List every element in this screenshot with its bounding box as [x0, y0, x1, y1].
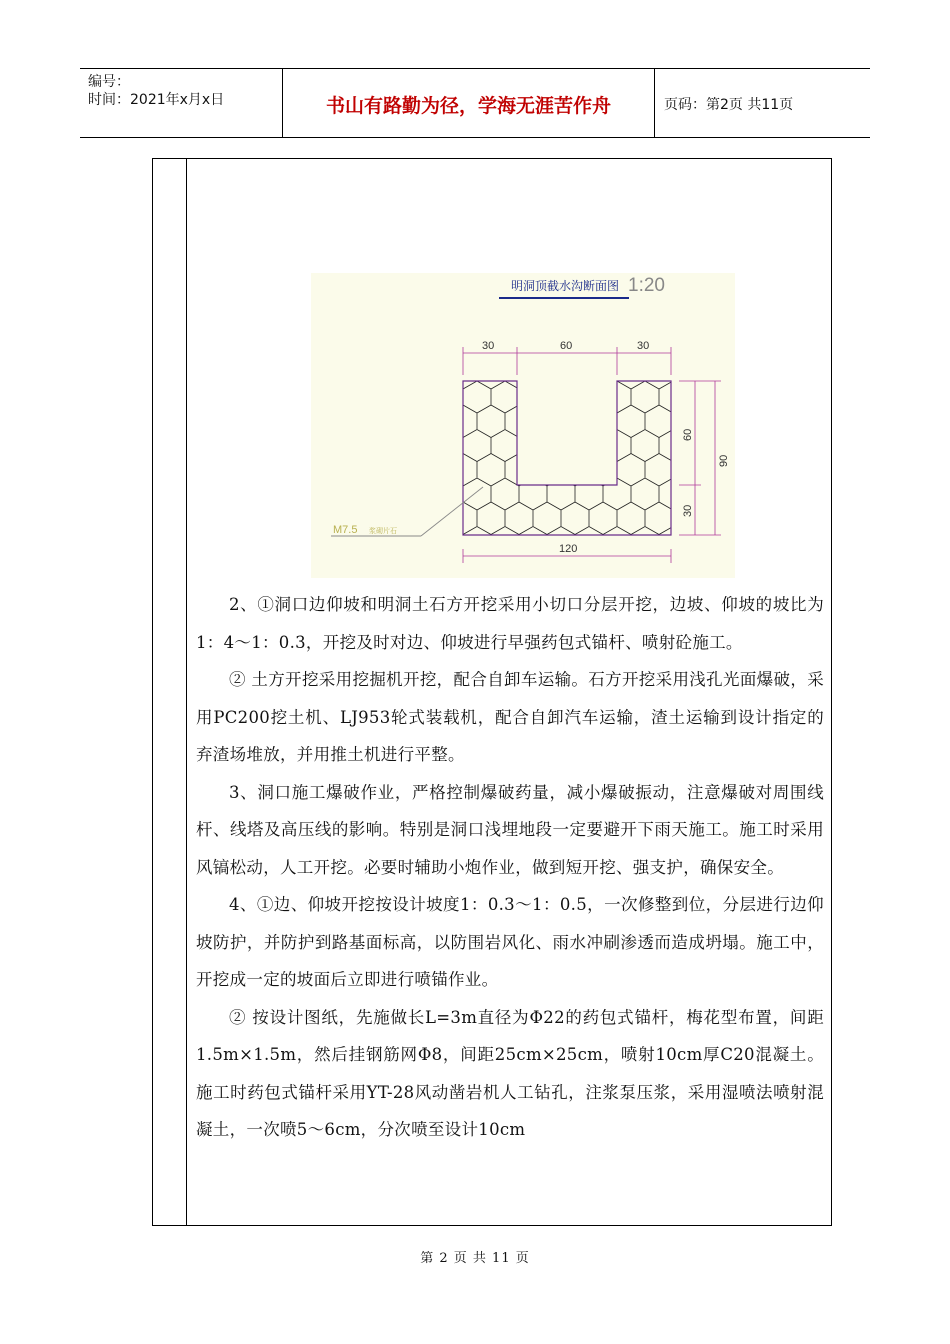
body-text: [196, 586, 824, 1149]
header-motto: 书山有路勤为径，学海无涯苦作舟: [325, 95, 611, 117]
drainage-ditch-cross-section-figure: [311, 273, 735, 578]
page-footer: 第 2 页 共 11 页: [420, 1251, 530, 1266]
dim-right-lower: 30: [682, 504, 694, 517]
dim-bottom: 120: [559, 543, 578, 555]
header-meta: [88, 73, 278, 109]
paragraph: 4、①边、仰坡开挖按设计坡度1：0.3～1：0.5，一次修整到位，分层进行边仰坡防护，并防护到路基面标高，以防围岩风化、雨水冲刷渗透而造成坍塌。施工中，开挖成一定的坡面后立即进行喷锚作业。: [196, 895, 824, 989]
paragraph: 2、①洞口边仰坡和明洞土石方开挖采用小切口分层开挖，边坡、仰坡的坡比为1：4～1：0.3，开挖及时对边、仰坡进行早强药包式锚杆、喷射砼施工。: [196, 595, 824, 652]
cross-section-drawing: [311, 273, 735, 578]
paragraph: ② 按设计图纸，先施做长L=3m直径为Φ22的药包式锚杆，梅花型布置，间距1.5m×1.5m，然后挂钢筋网Φ8，间距25cm×25cm，喷射10cm厚C20混凝土。施工时药包式锚杆采用YT-28风动凿岩机人工钻孔，注浆泵压浆，采用湿喷法喷射混凝土，一次喷5～6cm，分次喷至设计10cm: [196, 1007, 824, 1139]
dim-right-upper: 60: [682, 428, 694, 441]
figure-title: 明洞顶截水沟断面图: [511, 279, 620, 293]
dim-top-left: 30: [482, 340, 495, 352]
page-header: [80, 68, 870, 138]
table-column-divider: [186, 159, 187, 1225]
figure-scale: 1:20: [628, 275, 665, 296]
header-divider: [654, 69, 655, 137]
material-label: M7.5: [333, 524, 358, 536]
material-suffix: 浆砌片石: [369, 527, 397, 535]
time-label: 时间：2021年x月x日: [88, 92, 225, 108]
dim-top-mid: 60: [560, 340, 573, 352]
code-label: 编号：: [88, 74, 130, 90]
paragraph: ② 土方开挖采用挖掘机开挖，配合自卸车运输。石方开挖采用浅孔光面爆破，采用PC200挖土机、LJ953轮式装载机，配合自卸汽车运输，渣土运输到设计指定的弃渣场堆放，并用推土机进行平整。: [196, 670, 824, 764]
masonry-section: [463, 381, 671, 535]
paragraph: 3、洞口施工爆破作业，严格控制爆破药量，减小爆破振动，注意爆破对周围线杆、线塔及高压线的影响。特别是洞口浅埋地段一定要避开下雨天施工。施工时采用风镐松动，人工开挖。必要时辅助小炮作业，做到短开挖、强支护，确保安全。: [196, 782, 824, 877]
dim-top-right: 30: [637, 340, 650, 352]
dim-right-total: 90: [718, 454, 730, 467]
header-page-info: 页码：第2页 共11页: [664, 97, 794, 113]
